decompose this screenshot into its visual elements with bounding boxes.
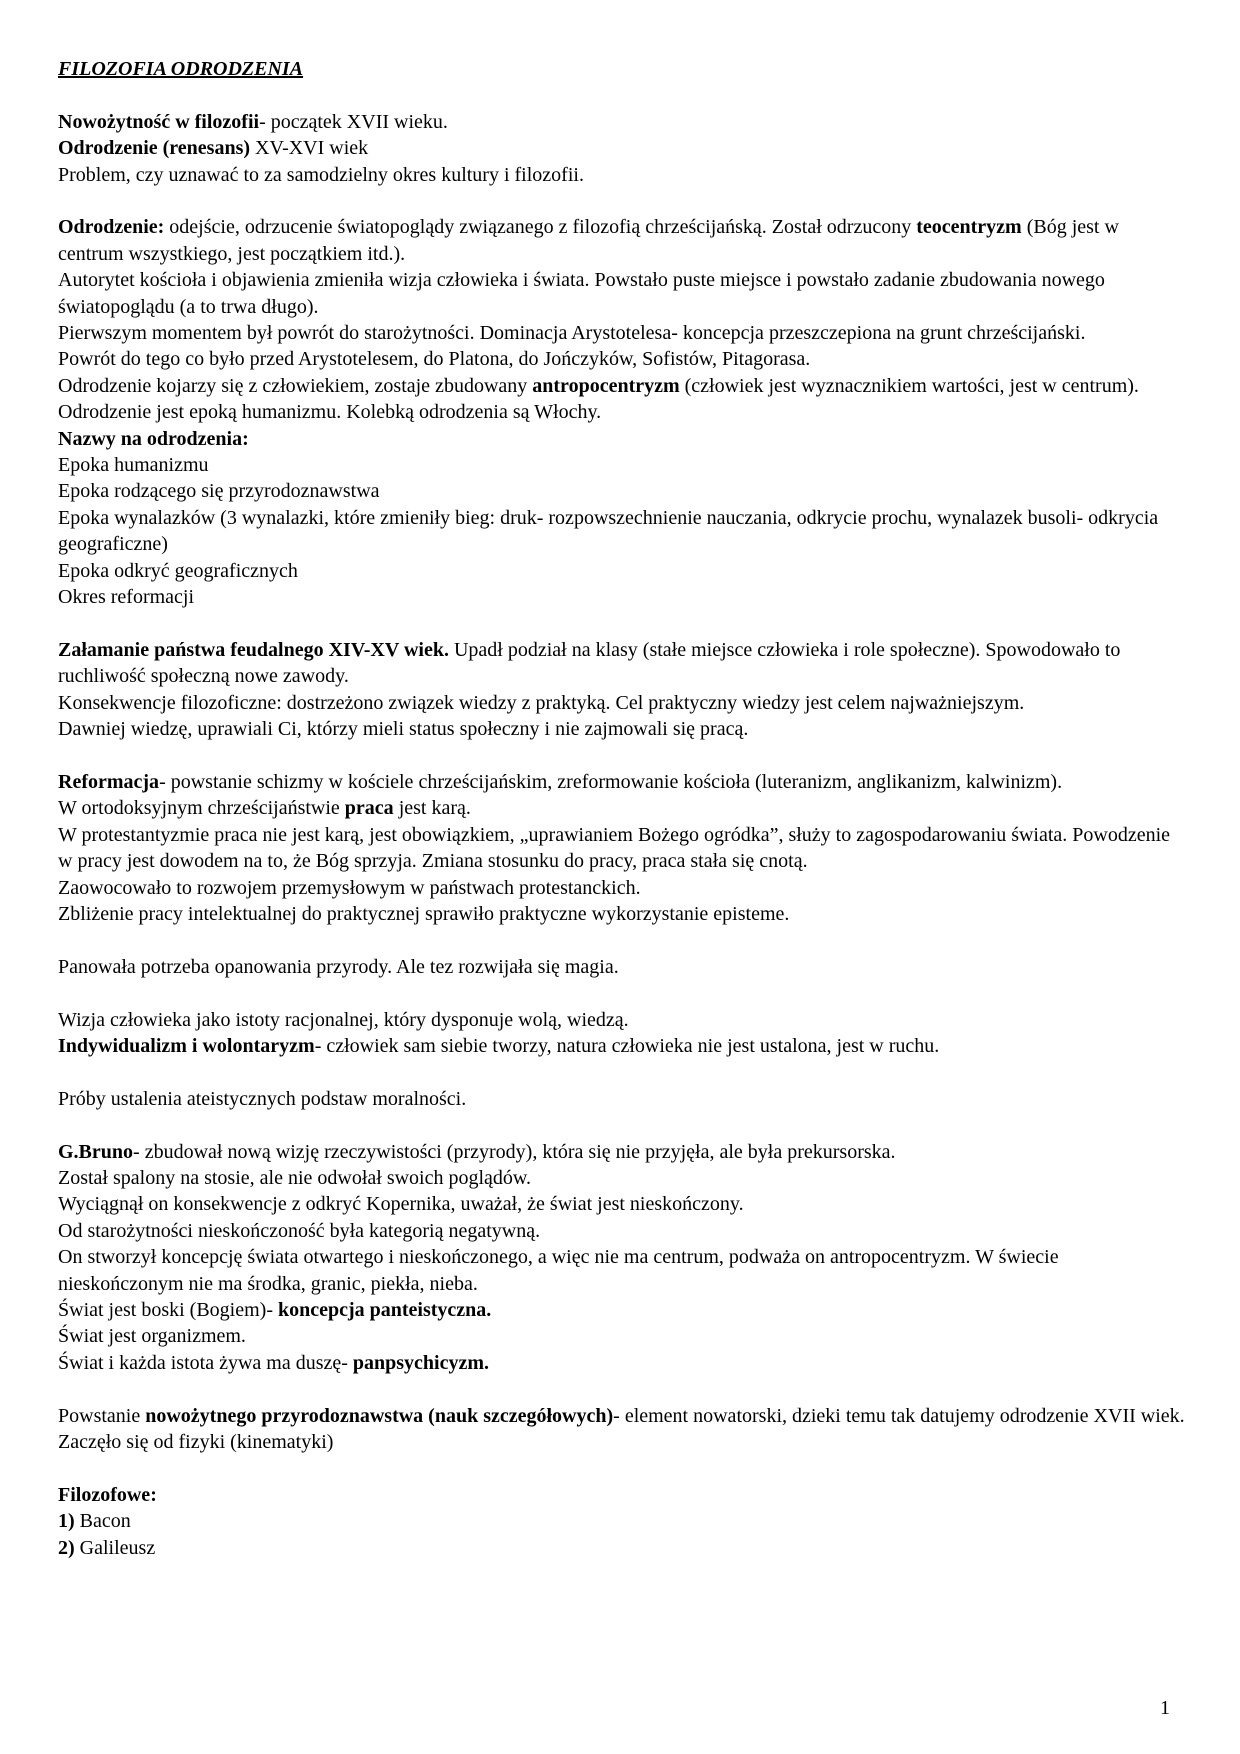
text-run: (Bóg jest w centrum wszystkiego, jest początkiem itd.). [58, 216, 1119, 265]
bold-text: antropocentryzm [532, 374, 680, 397]
paragraph [58, 346, 1188, 372]
bold-text: Odrodzenie (renesans) [58, 137, 251, 160]
paragraph [58, 1191, 1188, 1217]
text-run: Pierwszym momentem był powrót do starożytności. Dominacja Arystotelesa- koncepcja przeszczepiona na grunt chrześcijański. [58, 322, 1086, 345]
paragraph [58, 1535, 1188, 1561]
blank-line [58, 980, 1188, 1006]
blank-line [58, 188, 1188, 214]
paragraph [58, 1350, 1188, 1376]
text-run: Konsekwencje filozoficzne: dostrzeżono związek wiedzy z praktyką. Cel praktyczny wiedzy jest celem najważniejszym. [58, 691, 1025, 714]
text-run: Bacon [74, 1510, 131, 1533]
text-run: Upadł podział na klasy (stałe miejsce człowieka i role społeczne). Spowodowało to ruchliwość społeczną nowe zawody. [58, 638, 1121, 688]
text-run: Galileusz [74, 1536, 156, 1559]
bold-text: Filozofowe: [58, 1483, 157, 1506]
bold-text: G.Bruno [58, 1140, 134, 1163]
paragraph [58, 505, 1188, 558]
text-run: Został spalony na stosie, ale nie odwołał swoich poglądów. [58, 1166, 532, 1189]
text-run: Epoka wynalazków (3 wynalazki, które zmieniły bieg: druk- rozpowszechnienie nauczania, odkrycie prochu, wynalazek busoli- odkrycia geograficzne) [58, 506, 1159, 556]
text-run: Powrót do tego co było przed Arystotelesem, do Platona, do Jończyków, Sofistów, Pitagorasa. [58, 348, 811, 371]
paragraph [58, 1297, 1188, 1323]
paragraph [58, 162, 1188, 188]
text-run: Odrodzenie kojarzy się z człowiekiem, zostaje zbudowany [58, 374, 533, 397]
bold-text: teocentryzm [916, 216, 1022, 239]
text-run: Świat jest organizmem. [58, 1325, 246, 1348]
paragraph [58, 954, 1188, 980]
bold-text: Indywidualizm i wolontaryzm [58, 1034, 315, 1057]
page-number: 1 [1160, 1697, 1170, 1719]
text-run: - powstanie schizmy w kościele chrześcijańskim, zreformowanie kościoła (luteranizm, anglikanizm, kalwinizm). [159, 770, 1063, 793]
paragraph [58, 135, 1188, 161]
blank-line [58, 1455, 1188, 1481]
paragraph [58, 795, 1188, 821]
text-run: - element nowatorski, dzieki temu tak datujemy odrodzenie XVII wiek. [613, 1404, 1185, 1427]
bold-text: koncepcja panteistyczna. [277, 1298, 492, 1321]
text-run: (człowiek jest wyznacznikiem wartości, jest w centrum). [679, 374, 1139, 397]
text-run: Dawniej wiedzę, uprawiali Ci, którzy mieli status społeczny i nie zajmowali się pracą. [58, 718, 749, 741]
bold-text: praca [344, 797, 394, 820]
text-run: Epoka odkryć geograficznych [58, 559, 298, 582]
paragraph [58, 822, 1188, 875]
paragraph [58, 109, 1188, 135]
text-run: Wizja człowieka jako istoty racjonalnej, który dysponuje wolą, wiedzą. [58, 1008, 629, 1031]
text-run: W protestantyzmie praca nie jest karą, jest obowiązkiem, „uprawianiem Bożego ogródka”, służy to zagospodarowaniu świata. Powodzenie w pracy jest dowodem na to, że Bóg sprzyja. Zmiana stosunku do pracy, praca stała się cnotą. [58, 823, 1171, 873]
bold-text: panpsychicyzm. [352, 1351, 490, 1374]
blank-line [58, 1112, 1188, 1138]
text-run: odejście, odrzucenie światopoglądy związanego z filozofią chrześcijańską. Został odrzucony [164, 216, 917, 239]
text-run: Autorytet kościoła i objawienia zmieniła wizja człowieka i świata. Powstało puste miejsce i powstało zadanie zbudowania nowego światopoglądu (a to trwa długo). [58, 269, 1105, 318]
paragraph [58, 558, 1188, 584]
blank-line [58, 1376, 1188, 1402]
text-run: Okres reformacji [58, 586, 195, 609]
bold-text: 1) [58, 1510, 75, 1533]
bold-text: Reformacja [58, 770, 160, 793]
paragraph [58, 901, 1188, 927]
paragraph [58, 1007, 1188, 1033]
paragraph [58, 1086, 1188, 1112]
text-run: Problem, czy uznawać to za samodzielny okres kultury i filozofii. [58, 163, 584, 186]
text-run: Świat i każda istota żywa ma duszę- [58, 1351, 353, 1374]
paragraph [58, 373, 1188, 399]
bold-text: 2) [58, 1536, 75, 1559]
paragraph [58, 584, 1188, 610]
text-run: W ortodoksyjnym chrześcijaństwie [58, 797, 345, 820]
text-run: Próby ustalenia ateistycznych podstaw moralności. [58, 1087, 467, 1110]
paragraph [58, 267, 1188, 320]
text-run: - zbudował nową wizję rzeczywistości (przyrody), która się nie przyjęła, ale była prekursorska. [133, 1140, 896, 1163]
text-run: - początek XVII wieku. [259, 110, 448, 133]
text-run: Odrodzenie jest epoką humanizmu. Kolebką odrodzenia są Włochy. [58, 401, 602, 424]
bold-text: Nowożytność w filozofii [58, 110, 260, 133]
text-run: Zbliżenie pracy intelektualnej do praktycznej sprawiło praktyczne wykorzystanie episteme. [58, 902, 790, 925]
paragraph [58, 875, 1188, 901]
paragraph [58, 1244, 1188, 1297]
paragraph [58, 1403, 1188, 1429]
blank-line [58, 1059, 1188, 1085]
paragraph [58, 320, 1188, 346]
paragraph [58, 1165, 1188, 1191]
text-run: Epoka humanizmu [58, 454, 209, 477]
paragraph [58, 214, 1188, 267]
text-run: jest karą. [393, 797, 471, 820]
text-run: Wyciągnął on konsekwencje z odkryć Kopernika, uważał, że świat jest nieskończony. [58, 1193, 744, 1216]
text-run: Zaczęło się od fizyki (kinematyki) [58, 1430, 334, 1453]
blank-line [58, 611, 1188, 637]
text-run: Świat jest boski (Bogiem)- [58, 1298, 278, 1321]
paragraph [58, 716, 1188, 742]
paragraph [58, 1033, 1188, 1059]
blank-line [58, 927, 1188, 953]
paragraph [58, 690, 1188, 716]
bold-text: nowożytnego przyrodoznawstwa (nauk szczegółowych) [145, 1404, 614, 1427]
paragraph [58, 1482, 1188, 1508]
paragraph [58, 426, 1188, 452]
paragraph [58, 769, 1188, 795]
blank-line [58, 743, 1188, 769]
paragraph [58, 1429, 1188, 1455]
bold-text: Nazwy na odrodzenia: [58, 427, 249, 450]
paragraph [58, 399, 1188, 425]
paragraph [58, 637, 1188, 690]
paragraph [58, 478, 1188, 504]
text-run: XV-XVI wiek [250, 137, 369, 160]
paragraph [58, 1508, 1188, 1534]
paragraph [58, 1218, 1188, 1244]
text-run: Od starożytności nieskończoność była kategorią negatywną. [58, 1219, 541, 1242]
text-run: On stworzył koncepcję świata otwartego i nieskończonego, a więc nie ma centrum, podważa on antropocentryzm. W świecie nieskończonym nie ma środka, granic, piekła, nieba. [58, 1246, 1059, 1295]
text-run: - człowiek sam siebie tworzy, natura człowieka nie jest ustalona, jest w ruchu. [314, 1034, 940, 1057]
bold-text: Załamanie państwa feudalnego XIV-XV wiek. [58, 638, 449, 661]
paragraph [58, 452, 1188, 478]
text-run: Epoka rodzącego się przyrodoznawstwa [58, 480, 380, 503]
paragraph [58, 1323, 1188, 1349]
text-run: Zaowocowało to rozwojem przemysłowym w państwach protestanckich. [58, 876, 641, 899]
text-run: Panowała potrzeba opanowania przyrody. Ale tez rozwijała się magia. [58, 955, 619, 978]
document-title: FILOZOFIA ODRODZENIA [58, 58, 304, 80]
document-body [58, 109, 1188, 1561]
paragraph [58, 1139, 1188, 1165]
document-page [58, 56, 1188, 1561]
bold-text: Odrodzenie: [58, 216, 165, 239]
text-run: Powstanie [58, 1404, 146, 1427]
